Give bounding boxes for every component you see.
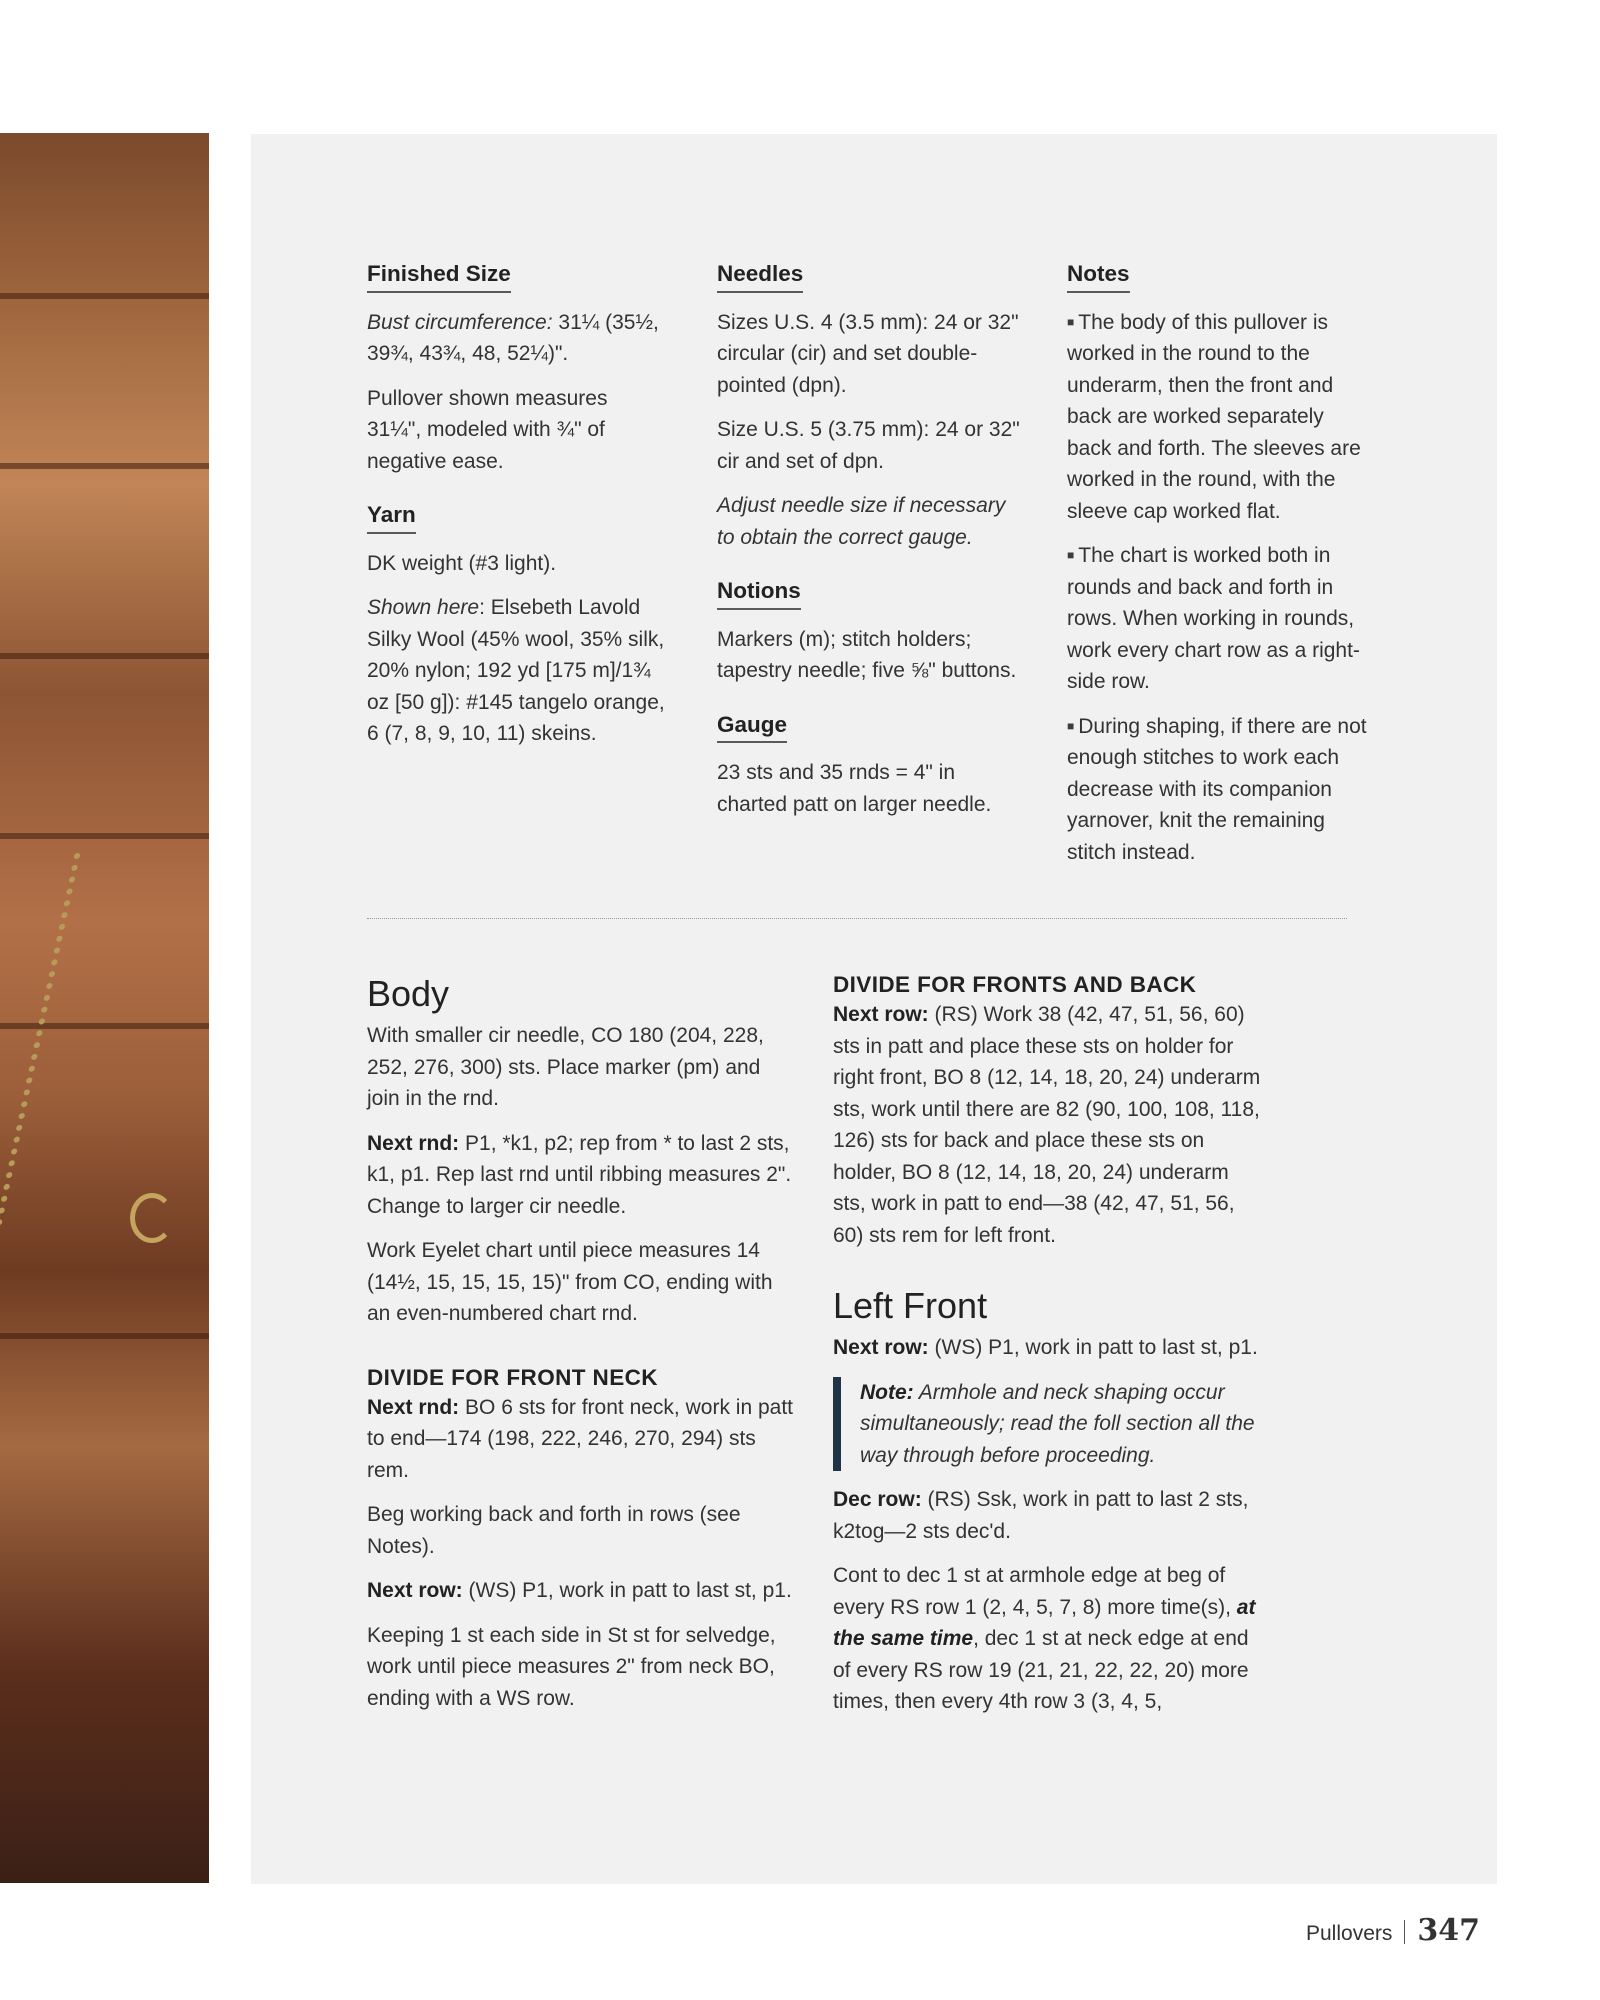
gauge-heading: Gauge — [717, 709, 787, 744]
finished-size-heading: Finished Size — [367, 258, 511, 293]
column-finished-size — [367, 258, 667, 763]
body-eyelet: Work Eyelet chart until piece measures 14 (14½, 15, 15, 15, 15)" from CO, ending with an even-numbered chart rnd. — [367, 1239, 773, 1325]
yarn-weight: DK weight (#3 light). — [367, 551, 557, 575]
divide-next-row-text: (RS) Work 38 (42, 47, 51, 56, 60) sts in patt and place these sts on holder for right front, BO 8 (12, 14, 18, 20, 24) underarm sts, work until there are 82 (90, 100, 108, 118, 126) sts for back and place these sts on holder, BO 8 (12, 14, 18, 20, 24) underarm sts, work in patt to end—38 (42, 47, 51, 56, 60) sts rem for left front. — [833, 1003, 1261, 1247]
notes-heading: Notes — [1067, 258, 1130, 293]
yarn-shown-label: Shown here — [367, 596, 480, 619]
column-notes — [1067, 258, 1367, 881]
yarn-shown — [367, 592, 667, 750]
dec-row-text: (RS) Ssk, work in patt to last 2 sts, k2tog—2 sts dec'd. — [833, 1488, 1249, 1543]
bust-value: 31¼ (35½, 39¾, 43¾, 48, 52¼)". — [367, 310, 659, 365]
divide-next-row-label: Next row: — [833, 1003, 929, 1026]
needles-size-5: Size U.S. 5 (3.75 mm): 24 or 32" cir and set of dpn. — [717, 418, 1020, 473]
yarn-shown-text: : Elsebeth Lavold Silky Wool (45% wool, 35% silk, 20% nylon; 192 yd [175 m]/1¾ oz [50 g]): #145 tangelo orange, 6 (7, 8, 9, 10, 11) skeins. — [367, 596, 665, 745]
front-neck-selvedge: Keeping 1 st each side in St st for selvedge, work until piece measures 2" from neck BO, ending with a WS row. — [367, 1623, 776, 1710]
front-neck-heading: DIVIDE FOR FRONT NECK — [367, 1364, 658, 1390]
body-heading: Body — [367, 973, 450, 1014]
dec-row-label: Dec row: — [833, 1488, 922, 1511]
needles-heading: Needles — [717, 258, 803, 293]
chain-graphic — [0, 853, 221, 1273]
front-neck-next-row-text: (WS) P1, work in patt to last st, p1. — [462, 1579, 792, 1602]
left-front-next-row — [833, 1332, 1263, 1364]
note-item: ■ The chart is worked both in rounds and back and forth in rows. When working in rounds, work every chart row as a right-side row. — [1067, 540, 1367, 698]
column-needles — [717, 258, 1027, 833]
needles-size-4: Sizes U.S. 4 (3.5 mm): 24 or 32" circular (cir) and set double-pointed (dpn). — [717, 310, 1019, 397]
front-neck-next-row — [367, 1575, 797, 1607]
front-neck-next-rnd-label: Next rnd: — [367, 1395, 460, 1419]
note-label: Note: — [860, 1380, 914, 1404]
page-number: 347 — [1417, 1913, 1480, 1948]
shaping-note — [833, 1377, 1263, 1472]
left-front-next-row-text: (WS) P1, work in patt to last st, p1. — [928, 1336, 1258, 1359]
gauge-text: 23 sts and 35 rnds = 4" in charted patt on larger needle. — [717, 761, 992, 816]
section-divider — [367, 918, 1347, 919]
note-item: ■ The body of this pullover is worked in the round to the underarm, then the front and back are worked separately back and forth. The sleeves are worked in the round, with the sleeve cap worked flat. — [1067, 307, 1367, 528]
continue-decrease — [833, 1560, 1263, 1718]
cont-text-a: Cont to dec 1 st at armhole edge at beg of every RS row 1 (2, 4, 5, 7, 8) more time(s), — [833, 1564, 1237, 1619]
needles-adjust-note: Adjust needle size if necessary to obtain the correct gauge. — [717, 494, 1006, 549]
left-front-heading: Left Front — [833, 1285, 988, 1326]
shown-measures: Pullover shown measures 31¼", modeled with ¾" of negative ease. — [367, 386, 608, 473]
hook-graphic — [130, 1193, 174, 1243]
front-neck-bo — [367, 1392, 797, 1487]
notions-text: Markers (m); stitch holders; tapestry needle; five ⅝" buttons. — [717, 627, 1017, 682]
notions-heading: Notions — [717, 575, 801, 610]
body-cast-on: With smaller cir needle, CO 180 (204, 228, 252, 276, 300) sts. Place marker (pm) and join in the rnd. — [367, 1024, 764, 1110]
yarn-heading: Yarn — [367, 499, 416, 534]
section-name: Pullovers — [1306, 1922, 1393, 1945]
page-footer — [1306, 1913, 1480, 1948]
cont-text-b: , dec 1 st at neck edge at end of every RS row 19 (21, 21, 22, 22, 20) more times, then every 4th row 3 (3, 4, 5, — [833, 1627, 1249, 1713]
same-time-emphasis: at the same time — [833, 1595, 1256, 1650]
dec-row — [833, 1484, 1263, 1547]
front-neck-next-row-label: Next row: — [367, 1579, 463, 1602]
divide-fronts-heading: DIVIDE FOR FRONTS AND BACK — [833, 972, 1197, 997]
divide-fronts-text — [833, 999, 1263, 1251]
body-ribbing — [367, 1128, 797, 1223]
footer-separator — [1404, 1920, 1405, 1944]
front-neck-rows: Beg working back and forth in rows (see Notes). — [367, 1503, 741, 1558]
left-front-next-row-label: Next row: — [833, 1336, 929, 1359]
note-item: ■ During shaping, if there are not enough stitches to work each decrease with its companion yarnover, knit the remaining stitch instead. — [1067, 711, 1367, 869]
side-photo — [0, 133, 209, 1883]
column-body — [367, 972, 797, 1727]
body-next-rnd-label: Next rnd: — [367, 1131, 460, 1155]
note-text: Armhole and neck shaping occur simultaneously; read the foll section all the way through before proceeding. — [860, 1380, 1255, 1467]
bust-paragraph — [367, 307, 667, 370]
body-ribbing-text: P1, *k1, p2; rep from * to last 2 sts, k1, p1. Rep last rnd until ribbing measures 2". Change to larger cir needle. — [367, 1131, 792, 1218]
bust-label: Bust circumference: — [367, 310, 553, 334]
front-neck-bo-text: BO 6 sts for front neck, work in patt to end—174 (198, 222, 246, 270, 294) sts rem. — [367, 1395, 793, 1482]
column-fronts-back — [833, 970, 1263, 1731]
